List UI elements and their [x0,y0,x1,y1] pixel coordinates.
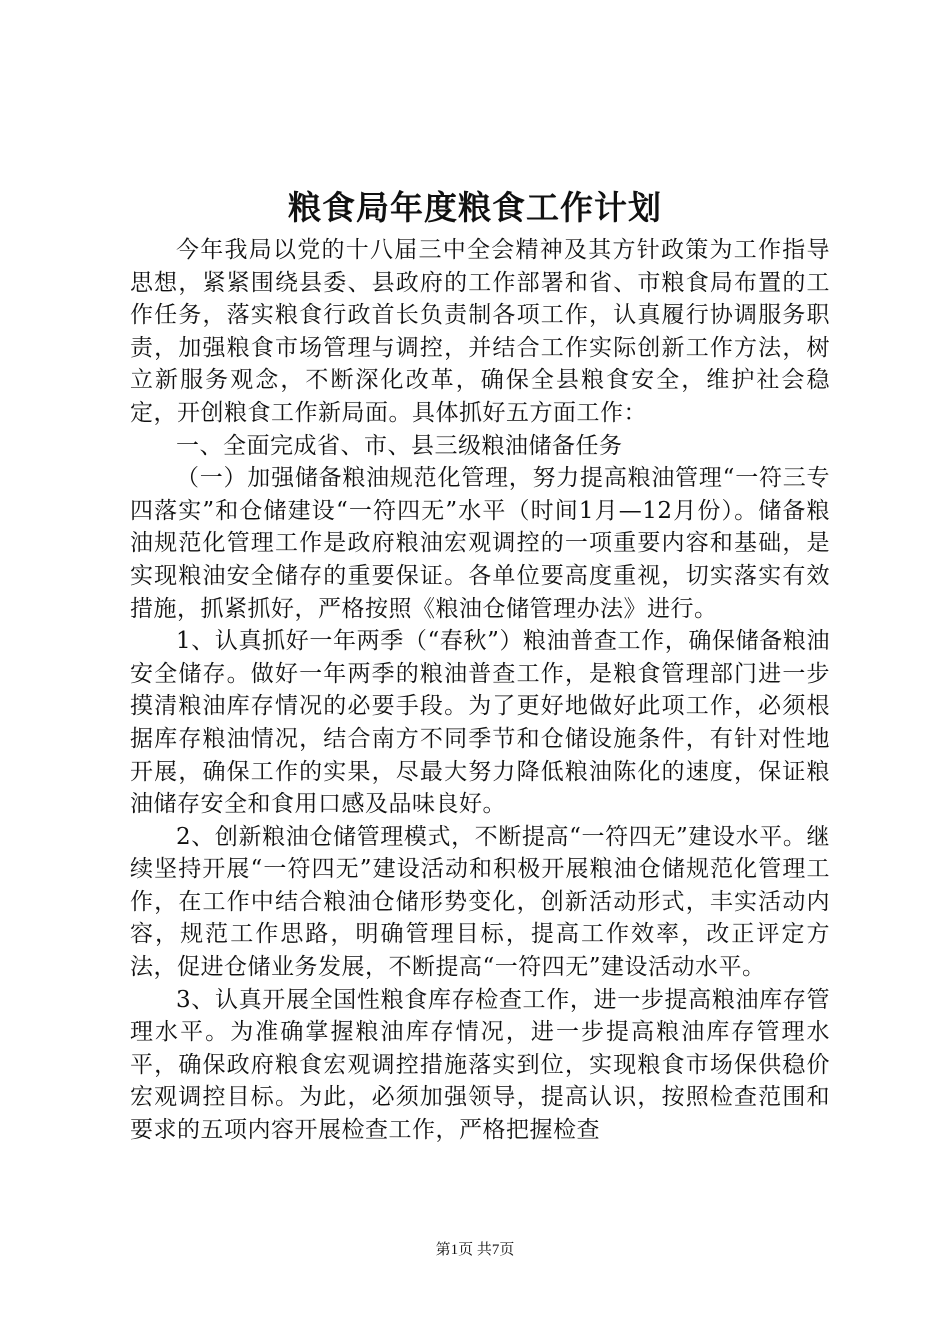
document-body [130,234,830,1147]
item-paragraph-3: 3、认真开展全国性粮食库存检查工作，进一步提高粮油库存管理水平。为准确掌握粮油库存情况，进一步提高粮油库存管理水平，确保政府粮食宏观调控措施落实到位，实现粮食市场保供稳价宏观调控目标。为此，必须加强领导，提高认识，按照检查范围和要求的五项内容开展检查工作，严格把握检查 [130,986,830,1144]
item-paragraph-2: 2、创新粮油仓储管理模式，不断提高“一符四无”建设水平。继续坚持开展“一符四无”建设活动和积极开展粮油仓储规范化管理工作，在工作中结合粮油仓储形势变化，创新活动形式，丰实活动内容，规范工作思路，明确管理目标，提高工作效率，改正评定方法，促进仓储业务发展，不断提高“一符四无”建设活动水平。 [130,823,830,981]
intro-paragraph: 今年我局以党的十八届三中全会精神及其方针政策为工作指导思想，紧紧围绕县委、县政府的工作部署和省、市粮食局布置的工作任务，落实粮食行政首长负责制各项工作，认真履行协调服务职责，加强粮食市场管理与调控，并结合工作实际创新工作方法，树立新服务观念，不断深化改革，确保全县粮食安全，维护社会稳定，开创粮食工作新局面。具体抓好五方面工作： [130,237,830,426]
section-heading-1: 一、全面完成省、市、县三级粮油储备任务 [176,432,623,459]
subsection-paragraph-1: （一）加强储备粮油规范化管理，努力提高粮油管理“一符三专四落实”和仓储建设“一符四无”水平（时间1月—12月份）。储备粮油规范化管理工作是政府粮油宏观调控的一项重要内容和基础，是实现粮油安全储存的重要保证。各单位要高度重视，切实落实有效措施，抓紧抓好，严格按照《粮油仓储管理办法》进行。 [130,465,830,622]
item-paragraph-1: 1、认真抓好一年两季（“春秋”）粮油普查工作，确保储备粮油安全储存。做好一年两季的粮油普查工作，是粮食管理部门进一步摸清粮油库存情况的必要手段。为了更好地做好此项工作，必须根据库存粮油情况，结合南方不同季节和仓储设施条件，有针对性地开展，确保工作的实果，尽最大努力降低粮油陈化的速度，保证粮油储存安全和食用口感及品味良好。 [130,628,830,818]
document-title: 粮食局年度粮食工作计划 [288,188,662,227]
page-number-footer: 第1页 共7页 [435,1242,515,1258]
